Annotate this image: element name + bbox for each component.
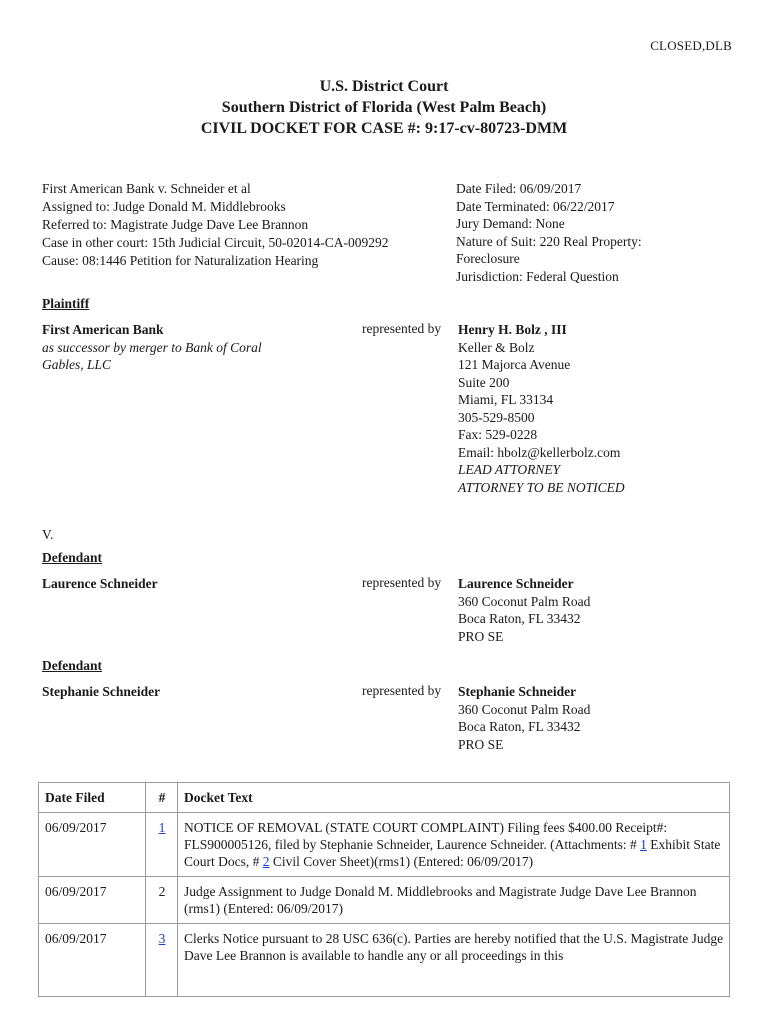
plaintiff-label: Plaintiff	[42, 296, 90, 311]
case-status: CLOSED,DLB	[650, 38, 732, 53]
docket-header-row	[39, 783, 730, 813]
docket-number: 2	[146, 877, 178, 924]
defendant2-label: Defendant	[42, 658, 102, 673]
defendant2-represented-by: represented by	[362, 683, 442, 698]
plaintiff-description	[42, 339, 312, 373]
docket-text-part: Exhibit State Court Docs, #	[184, 837, 721, 869]
docket-number-link[interactable]: 3	[158, 931, 166, 946]
attorney-address1: 121 Majorca Avenue	[458, 357, 571, 372]
defendant1-name: Laurence Schneider	[42, 576, 158, 591]
nature-of-suit: Nature of Suit: 220 Real Property:	[456, 233, 642, 249]
attorney-lead: LEAD ATTORNEY	[458, 462, 561, 477]
case-title: CIVIL DOCKET FOR CASE #: 9:17-cv-80723-DMM	[200, 120, 568, 137]
docket-row	[39, 813, 730, 877]
docket-text: Clerks Notice pursuant to 28 USC 636(c). Parties are hereby notified that the U.S. Magistrate Judge Dave Lee Brannon is available to handle any or all proceedings in this	[178, 924, 730, 997]
referred-judge: Referred to: Magistrate Judge Dave Lee Brannon	[42, 217, 309, 232]
docket-text-part: Civil Cover Sheet)(rms1) (Entered: 06/09/2017)	[269, 854, 534, 869]
nature-of-suit-cont: Foreclosure	[456, 251, 520, 267]
date-filed: Date Filed: 06/09/2017	[456, 181, 582, 196]
docket-number-cell	[146, 813, 178, 877]
versus: V.	[42, 527, 54, 542]
other-court: Case in other court: 15th Judicial Circuit, 50-02014-CA-009292	[42, 235, 389, 250]
docket-row	[39, 877, 730, 924]
jury-demand: Jury Demand: None	[456, 216, 565, 232]
attorney-noticed: ATTORNEY TO BE NOTICED	[458, 479, 625, 495]
case-info-left	[42, 180, 442, 270]
attorney-firm: Keller & Bolz	[458, 339, 535, 355]
plaintiff-attorney	[458, 321, 625, 496]
docket-date: 06/09/2017	[39, 924, 146, 997]
defendant2-attorney	[458, 683, 590, 753]
docket-number-link[interactable]: 1	[158, 820, 166, 835]
attorney-email: Email: hbolz@kellerbolz.com	[458, 444, 621, 460]
defendant2-address: 360 Coconut Palm Road	[458, 701, 591, 717]
docket-text-part: NOTICE OF REMOVAL (STATE COURT COMPLAINT) Filing fees $400.00 Receipt#: FLS900005126, filed by Stephanie Schneider, Laurence Schneider. (Attachments: #	[184, 820, 668, 852]
attachment-link-1[interactable]: 1	[640, 837, 647, 852]
attorney-city: Miami, FL 33134	[458, 392, 554, 407]
date-terminated: Date Terminated: 06/22/2017	[456, 198, 615, 214]
defendant1-city: Boca Raton, FL 33432	[458, 611, 581, 626]
docket-text: Judge Assignment to Judge Donald M. Middlebrooks and Magistrate Judge Dave Lee Brannon (rms1) (Entered: 06/09/2017)	[178, 877, 730, 924]
header-docket-text: Docket Text	[178, 783, 730, 813]
defendant1-pro-se: PRO SE	[458, 628, 504, 644]
cause: Cause: 08:1446 Petition for Naturalization Hearing	[42, 253, 319, 268]
docket-date: 06/09/2017	[39, 877, 146, 924]
defendant1-represented-by: represented by	[362, 575, 442, 590]
assigned-judge: Assigned to: Judge Donald M. Middlebrooks	[42, 199, 286, 214]
case-caption: First American Bank v. Schneider et al	[42, 181, 251, 196]
defendant2-city: Boca Raton, FL 33432	[458, 719, 581, 734]
plaintiff-desc-line1: as successor by merger to Bank of Coral	[42, 340, 262, 355]
defendant1-address: 360 Coconut Palm Road	[458, 593, 591, 609]
defendant1-label: Defendant	[42, 550, 102, 565]
attorney-address2: Suite 200	[458, 374, 510, 390]
plaintiff-represented-by: represented by	[362, 321, 442, 336]
plaintiff-name: First American Bank	[42, 322, 164, 337]
defendant1-rep-name: Laurence Schneider	[458, 576, 574, 591]
case-info-right	[456, 180, 696, 286]
attorney-name: Henry H. Bolz , III	[458, 322, 567, 337]
district-name: Southern District of Florida (West Palm Beach)	[221, 99, 547, 116]
docket-text	[178, 813, 730, 877]
defendant1-attorney	[458, 575, 590, 645]
plaintiff-desc-line2: Gables, LLC	[42, 357, 112, 372]
header-date-filed: Date Filed	[39, 783, 146, 813]
docket-row	[39, 924, 730, 997]
court-name: U.S. District Court	[319, 78, 449, 95]
docket-header	[0, 76, 768, 139]
attorney-phone: 305-529-8500	[458, 409, 535, 425]
attorney-fax: Fax: 529-0228	[458, 427, 538, 442]
docket-date: 06/09/2017	[39, 813, 146, 877]
header-number: #	[146, 783, 178, 813]
jurisdiction: Jurisdiction: Federal Question	[456, 268, 619, 284]
docket-number-cell	[146, 924, 178, 997]
defendant2-pro-se: PRO SE	[458, 736, 504, 752]
docket-table	[38, 782, 730, 997]
defendant2-name: Stephanie Schneider	[42, 684, 161, 699]
defendant2-rep-name: Stephanie Schneider	[458, 684, 577, 699]
attachment-link-2[interactable]: 2	[262, 854, 270, 869]
